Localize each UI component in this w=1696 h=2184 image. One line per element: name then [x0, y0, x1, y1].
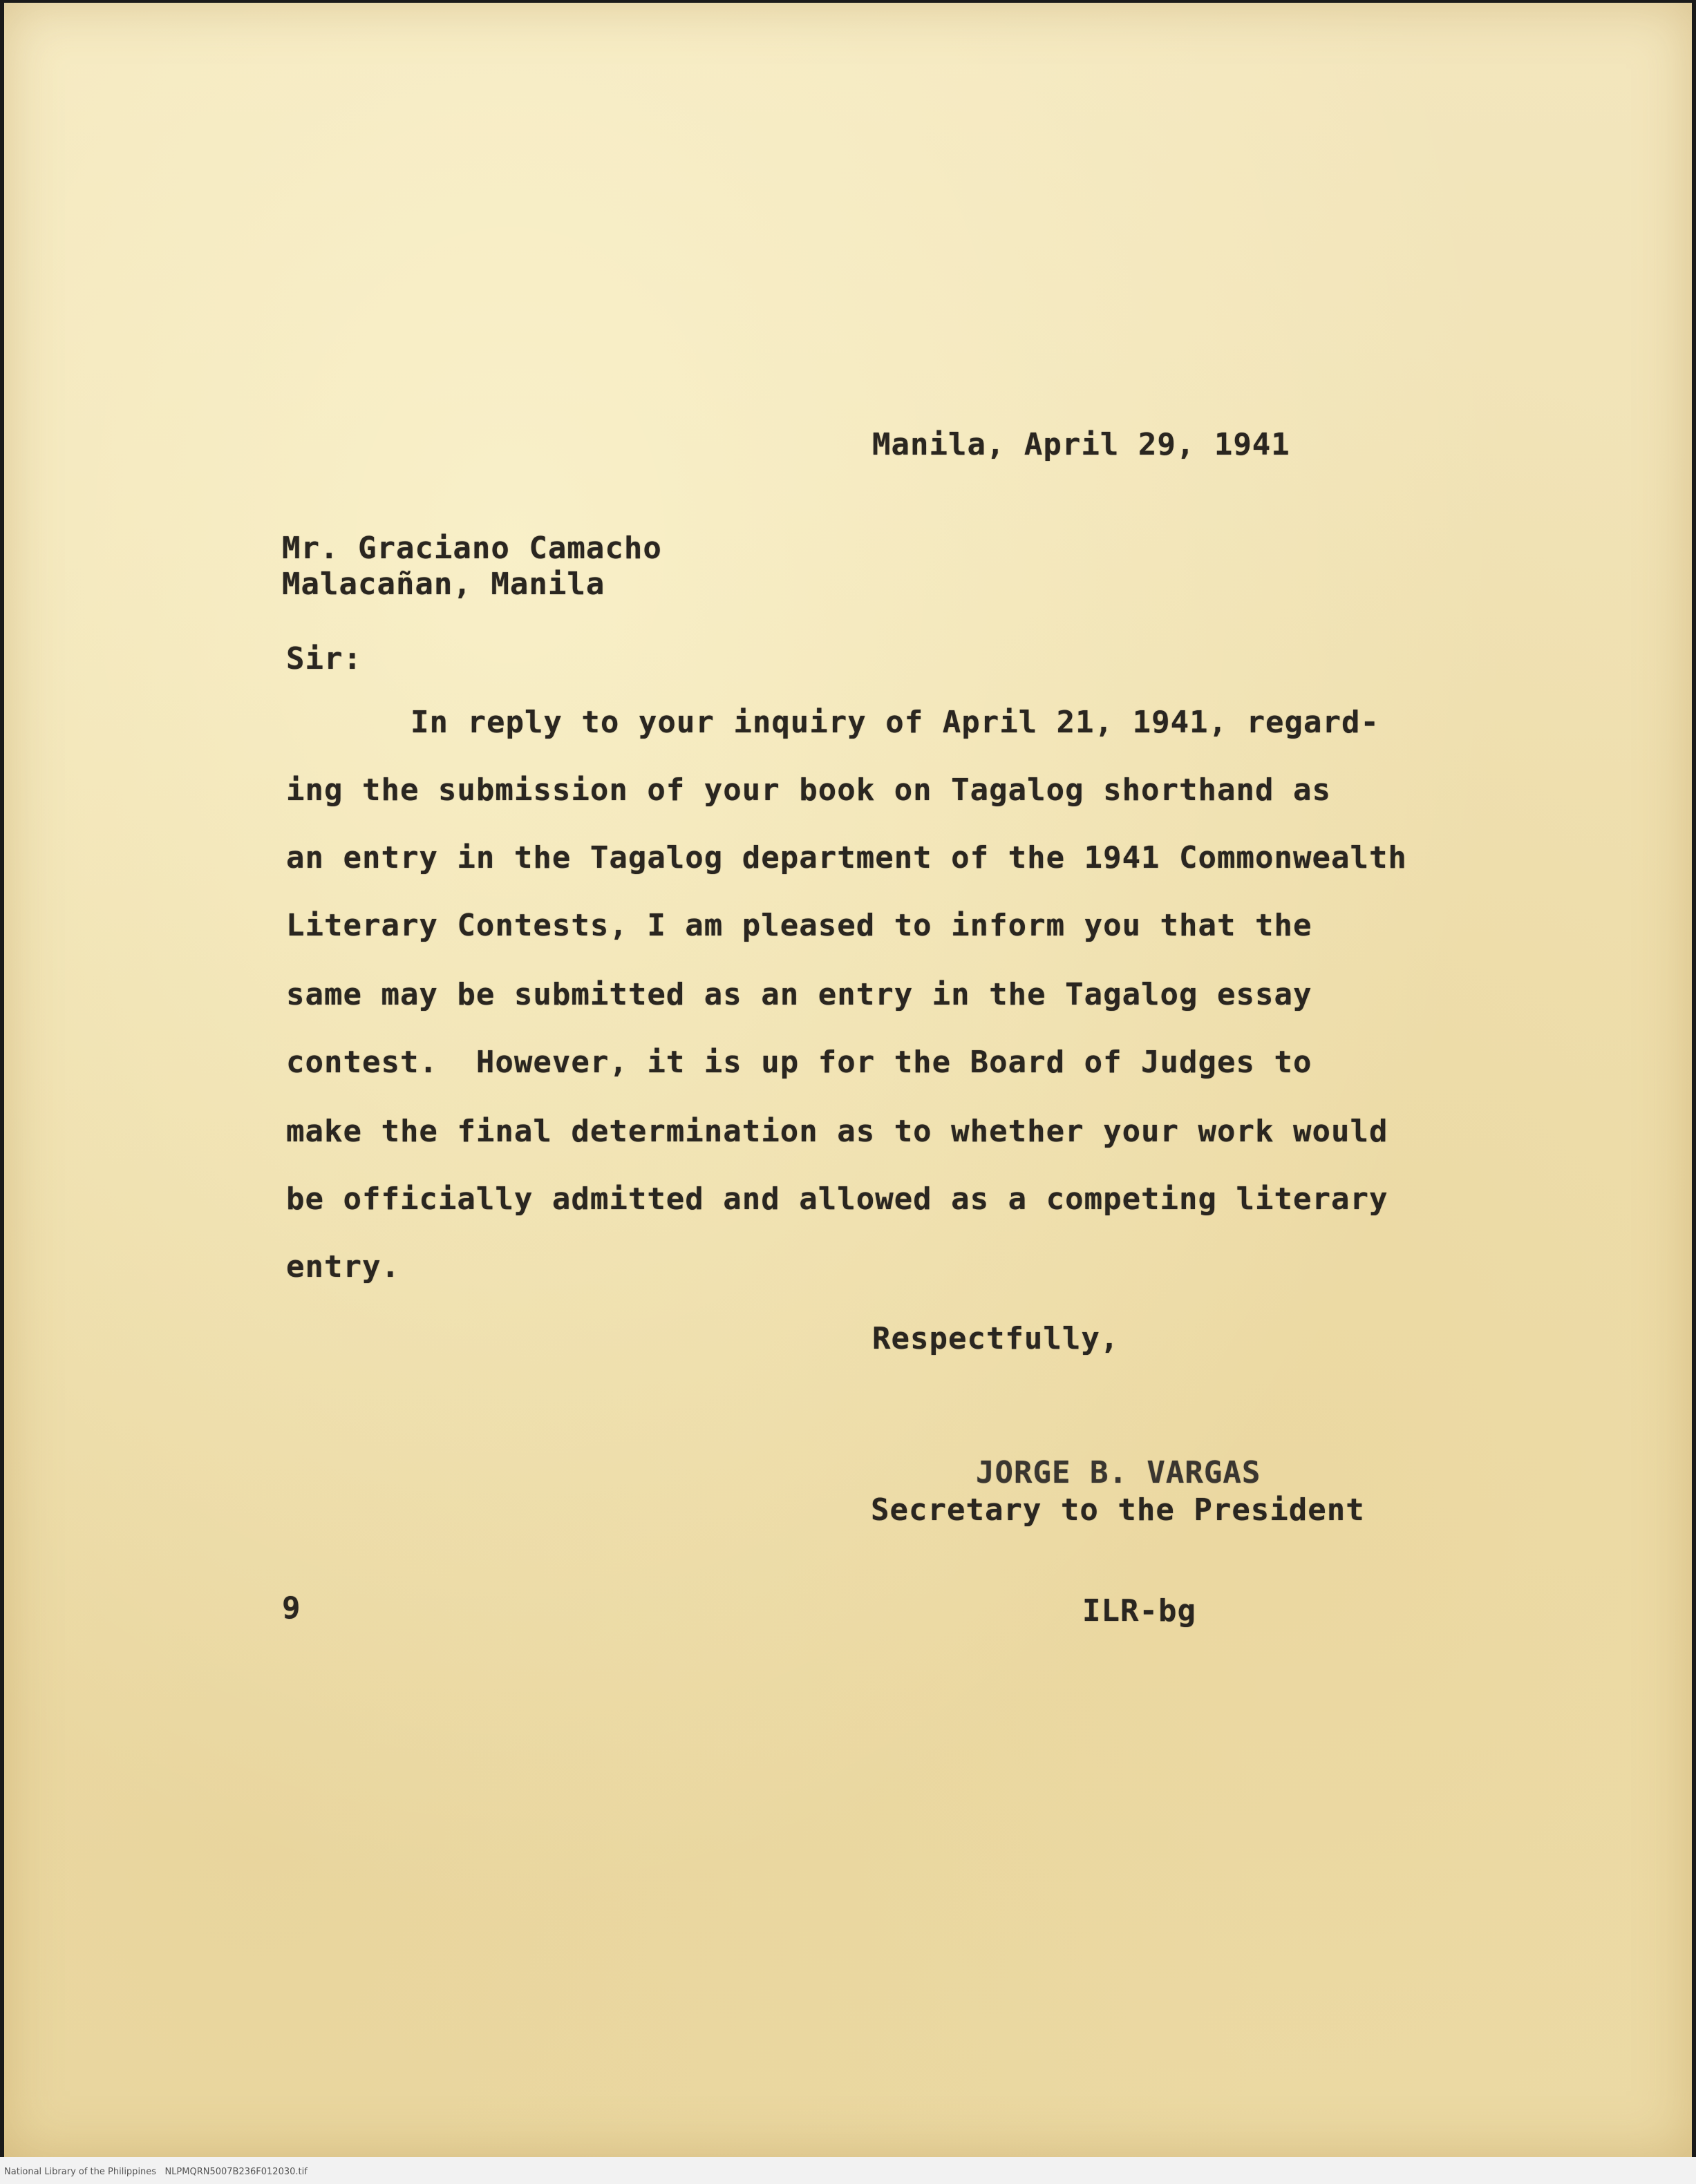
body-line: ing the submission of your book on Tagalog shorthand as [286, 772, 1331, 808]
letter-sheet [4, 3, 1692, 2157]
reference-initials: ILR-bg [1082, 1593, 1196, 1628]
recipient-address: Malacañan, Manila [282, 567, 605, 602]
body-line: In reply to your inquiry of April 21, 1941, regard- [411, 705, 1380, 740]
salutation: Sir: [286, 641, 362, 676]
body-line: be officially admitted and allowed as a competing literary [286, 1181, 1388, 1217]
signer-title: Secretary to the President [871, 1492, 1365, 1528]
scan-footer-text: National Library of the Philippines NLPMQRN5007B236F012030.tif [4, 2167, 308, 2177]
body-line: same may be submitted as an entry in the Tagalog essay [286, 977, 1312, 1012]
signer-name: JORGE B. VARGAS [976, 1455, 1261, 1490]
body-line: make the final determination as to whether your work would [286, 1114, 1388, 1149]
closing: Respectfully, [872, 1321, 1120, 1356]
body-line: Literary Contests, I am pleased to inform you that the [286, 908, 1312, 943]
body-line: entry. [286, 1249, 400, 1284]
body-line: contest. However, it is up for the Board of Judges to [286, 1045, 1312, 1080]
file-number: 9 [282, 1590, 301, 1626]
place-date: Manila, April 29, 1941 [872, 427, 1290, 462]
body-line: an entry in the Tagalog department of the 1941 Commonwealth [286, 840, 1407, 875]
recipient-name: Mr. Graciano Camacho [282, 531, 662, 566]
